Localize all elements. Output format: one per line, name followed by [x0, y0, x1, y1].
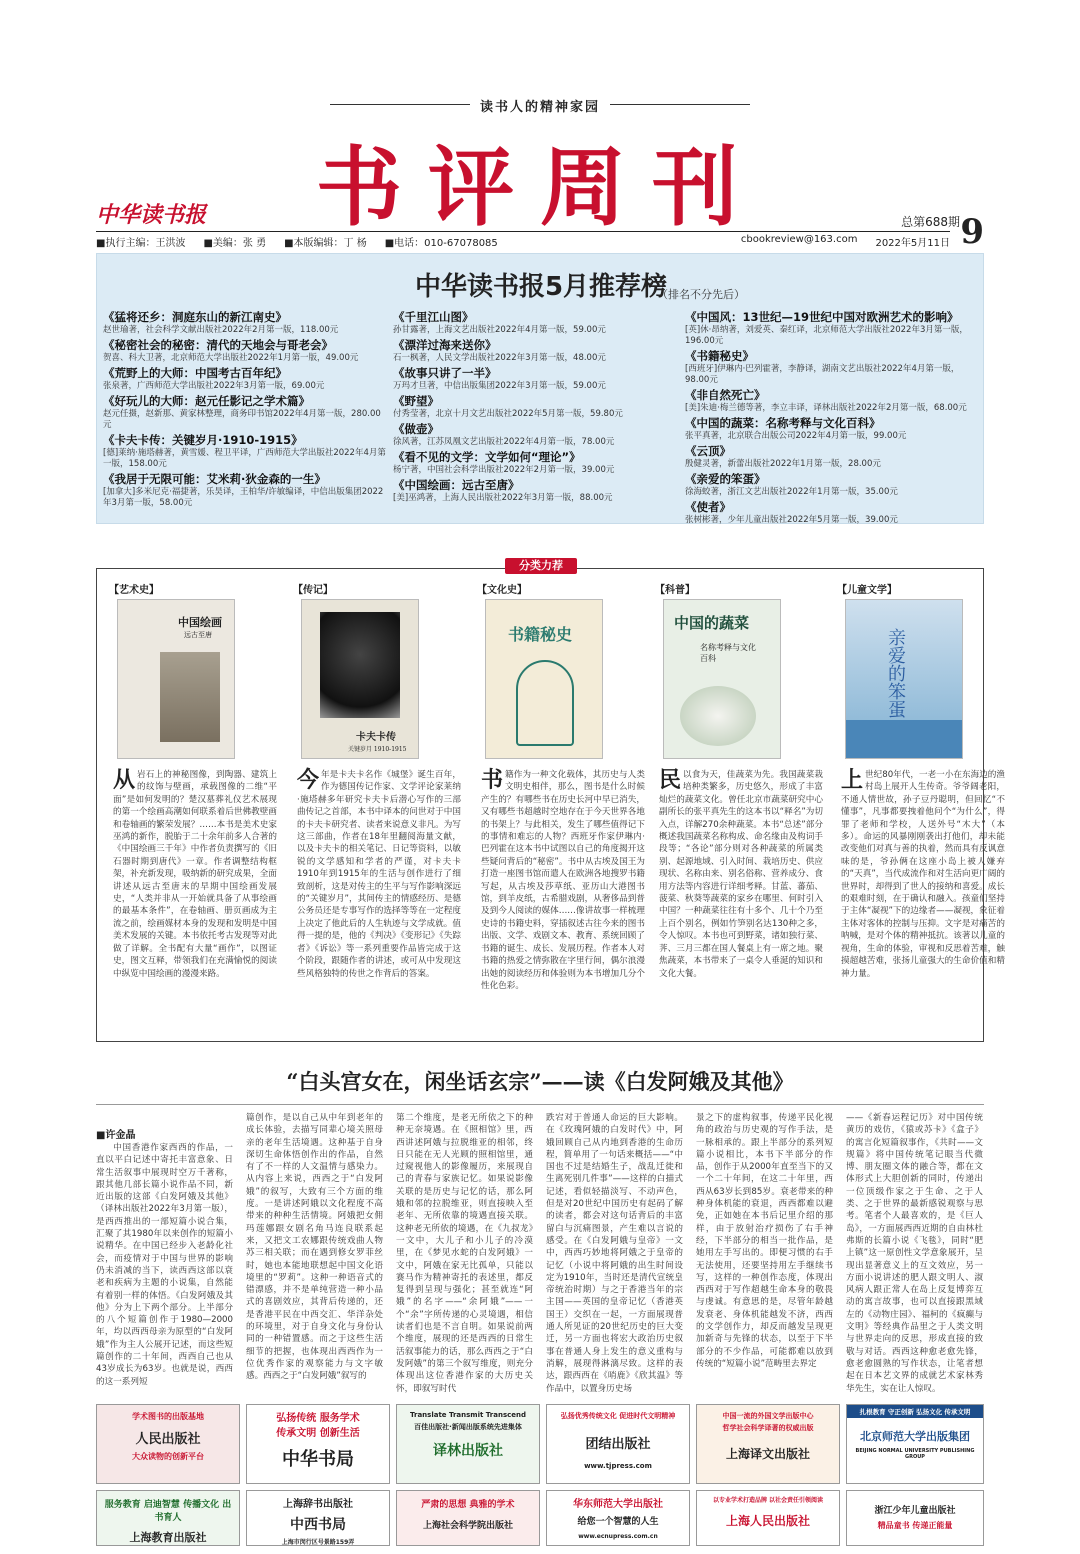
ad-bnu[interactable]: 扎根教育 守正创新 弘扬文化 传承文明 北京师范大学出版集团 BEIJING NORMAL UNIVERSITY PUBLISHING GROUP — [846, 1404, 984, 1484]
book-meta: 付秀莹著，北京十月文艺出版社2022年5月第一版，59.80元 — [393, 409, 623, 419]
book-title: 《漂洋过海来送你》 — [393, 338, 497, 352]
email: cbookreview@163.com — [740, 234, 858, 245]
ad-shsk[interactable]: 严肃的思想 典雅的学术 上海社会科学院出版社 — [396, 1490, 540, 1546]
ad-zhonghua[interactable]: 弘扬传统 服务学术 传承文明 创新生活 中华书局 — [246, 1404, 390, 1484]
book-meta: 石一枫著，人民文学出版社2022年3月第一版，48.00元 — [393, 353, 606, 363]
book-cover: 中国的蔬菜 名称考释与文化百科 — [663, 599, 781, 759]
article-author: ■许金晶 — [96, 1130, 136, 1141]
category-text: 从岩石上的神秘图像，到陶器、建筑上的纹饰与壁画，承载图像的二维“平面”是如何发明的？楚汉墓葬礼仪艺术展现的第一个绘画高潮如何联系着后世佛教壁画和卷轴画的繁荣发展？……本书是美术史家巫鸿的新作，脱胎于二十余年前多人合著的《中国绘画三千年》中作者负责撰写的《旧石器时期到唐代》一章。作者调整结构框架，补充新发现，吸纳新的研究成果，全面讲述从远古至唐末的早期中国绘画发展史，“人类并非从一开始就具备了从事绘画的最基本条件”，在卷轴画、册页画成为主流之前，绘画媒材本身的发现和发明是中国美术发展的关键。本书依托考古发现等对此做了详解。全书配有大量“画作”，以图证史，图文互释，带领我们在充满愉悦的阅读中纵览中国绘画的漫漫来路。 — [113, 767, 277, 979]
page-editor: ■本版编辑：丁 杨 — [284, 238, 367, 249]
ad-ecnu[interactable]: 华东师范大学出版社 给您一个智慧的人生 www.ecnupress.com.cn — [546, 1490, 690, 1546]
book-meta: 杨宁著，中国社会科学出版社2022年2月第一版，39.00元 — [393, 465, 615, 475]
book-meta: 徐风著，江苏凤凰文艺出版社2022年4月第一版，78.00元 — [393, 437, 615, 447]
book-title: 《猛将还乡：洞庭东山的新江南史》 — [103, 310, 287, 324]
category-text: 上世纪80年代，一老一小在东海边的渔村岛上展开人生传奇。爷爷阔老阳，不通人情世故，孙子豆丹聪明，但回忆“不懂事”，凡事都要拽着他问个“为什么”，得罪了老师和学校，人送外号“木大”（本多）。命运的风暴刚刚袭出打他们，却未能改变他们对真与善的执着，然而具有反讽意味的是，爷孙俩在这座小岛上被人嫌弃的“天真”，当代成流作和对生活向更广阔的世界时，却得到了世人的接纳和喜爱。成长的艰难时刻，在于确认和融入。孩童们坚持于主体“凝视”下的边缘者——凝视，象征着主体对客体的控制与压抑。文字是对痛苦的呐喊，是对个体的精神抵抗。该著以儿童的视角，生命的体验，审视和反思着苦难，触摸超越苦难，张扬儿童强大的生命价值和精神力量。 — [841, 767, 1005, 979]
book-title: 《秘密社会的秘密：清代的天地会与哥老会》 — [103, 338, 333, 352]
article-column: 中国香港作家西西的作品，一直以平白记述中寄托丰富意象、日常生活叙事中展现时空万千著称，跟其他几部长篇小说作品不同，新近出版的这部《白发阿娥及其他》（译林出版社2022年3月第一版），是西西推出的一部短篇小说合集，汇聚了其1980年以来创作的短篇小说精华。在中国已经步入老龄化社会，而疫情对于中国与世界的影响仍未消减的当下，读西西这部以衰老和疾病为主题的小说集，自然能有着别一样的体悟。《白发阿娥及其他》分为上下两个部分。上半部分的八个短篇创作于1980—2000年，均以西西母亲为原型的“白发阿娥”作为主人公展开记述，而这些短篇创作的二十年间，西西自己也从43岁成长为63岁。也就是说，西西的这一系列短 — [96, 1143, 233, 1387]
book-title: 《看不见的文学：文学如何“理论”》 — [393, 450, 581, 464]
book-title: 《我居于无限可能：艾米莉·狄金森的一生》 — [103, 472, 326, 486]
book-cover: 亲爱的笨蛋 — [845, 599, 963, 759]
category-cultural-history — [477, 581, 647, 991]
category-tag: 分类力荐 — [505, 558, 577, 574]
category-biography — [293, 581, 463, 979]
recommendation-column-1 — [103, 310, 387, 511]
recommendation-title: 中华读书报5月推荐榜 — [414, 272, 668, 302]
category-text: 民以食为天，佳蔬菜为先。我国蔬菜栽培种类繁多，历史悠久，形成了丰富灿烂的蔬菜文化。曾任北京市蔬菜研究中心副所长的张平真先生的这本书以“释名”为切入点，详解270余种蔬菜。本书“总述”部分概述我国蔬菜名称构成、命名缘由及构词手段等；“各论”部分则对各种蔬菜的所属类别、起源地域、引入时间、栽培历史、供应现状、名称由来、别名俗称、营养成分、食用方法等内容进行详细考释。甘蓝、蕃茄、菠菜、秋葵等蔬菜的家乡在哪里、何时引入中国？一种蔬菜往往有十多个、几十个乃至上百个别名，例如竹笋别名达130种之多，令人惊叹。本书也可到野菜，诸如独行菜、荠、三月三都在国人餐桌上有一席之地。聚焦蔬菜，本书带来了一桌令人垂涎的知识和文化大餐。 — [659, 767, 823, 979]
book-meta: [西班牙]伊琳内·巴列霍著，李静译，湖南文艺出版社2022年4月第一版，98.00元 — [685, 364, 960, 385]
book-title: 《好玩儿的大师：赵元任影记之学术篇》 — [103, 394, 310, 408]
ad-tuanjie[interactable]: 弘扬优秀传统文化 促进时代文明精神 团结出版社 www.tjpress.com — [546, 1404, 690, 1484]
book-meta: [加拿大]多米尼克·福捷著，乐昊译，王柏华/许敏编译，中信出版集团2022年3月第一版，58.00元 — [103, 487, 384, 508]
ad-shanghai-jiaoyu[interactable]: 服务教育 启迪智慧 传播文化 出书育人 上海教育出版社 — [96, 1490, 240, 1546]
category-label: 【文化史】 — [477, 585, 527, 596]
book-meta: [美]巫鸿著，上海人民出版社2022年3月第一版，88.00元 — [393, 493, 613, 503]
art-editor: ■美编：张 勇 — [203, 238, 267, 249]
ad-shanghai-yiwen[interactable]: 中国一流的外国文学出版中心 哲学社会科学译著的权威出版 上海译文出版社 — [696, 1404, 840, 1484]
page-number: 9 — [960, 212, 984, 252]
book-meta: 万玛才旦著，中信出版集团2022年3月第一版，59.00元 — [393, 381, 606, 391]
book-title: 《千里江山图》 — [393, 310, 474, 324]
category-art-history — [109, 581, 279, 979]
book-meta: 徐海蛟著，浙江文艺出版社2022年1月第一版，35.00元 — [685, 487, 898, 497]
ad-yilin[interactable]: Translate Transmit Transcend 百佳出版社·新闻出版系统先进集体 译林出版社 — [396, 1404, 540, 1484]
ad-cishu-zhongxi[interactable]: 上海辞书出版社 中西书局 上海市闵行区号景路159弄 — [246, 1490, 390, 1546]
book-title: 《做壶》 — [393, 422, 439, 436]
book-meta: 赵世瑜著，社会科学文献出版社2022年2月第一版，118.00元 — [103, 325, 339, 335]
article-rule — [96, 1104, 984, 1105]
book-meta: 张树彬著，少年儿童出版社2022年5月第一版，39.00元 — [685, 515, 898, 525]
article-column: 第二个维度，是老无所依之下的种种无奈境遇。在《照相馆》里，西西讲述阿娥与拉脱维亚的相邻，终日只能在无人光顾的照相馆里，通过窥视他人的影像履历，来展现自己的青春与家族记忆。如果说影像关联的是历史与记忆的话，那么阿娥和邻的拉脱维亚，则直接映入至老年、无所依靠的境遇直接关联。这种老无所依的境遇，在《九叔龙》一文中，大儿子和小儿子的冷漠里，在《梦见水蛇的白发阿娥》一文中，阿娥在家无比孤单，只能以赛马作为精神寄托的表述里，都反复得到呈现与强化；甚至就连“阿娥”的名字——“余阿娥”——一个“余”字所传递的心灵境遇，相信读者们也是不言自明。如果说前两个维度，展现的还是西西的日常生活叙事能力的话，那么西西之于“白发阿娥”的第三个叙写维度，则充分体现出这位香港作家的大历史关怀，即叙写时代 — [396, 1113, 533, 1394]
category-label: 【艺术史】 — [109, 585, 159, 596]
book-meta: 贺喜、科大卫著，北京师范大学出版社2022年1月第一版，49.00元 — [103, 353, 359, 363]
ad-zhejiang-children[interactable]: 浙江少年儿童出版社 精品童书 传递正能量 — [846, 1490, 984, 1546]
info-bar — [96, 231, 950, 249]
book-meta: [德]莱纳·施塔赫著，黄雪媛、程卫平译，广西师范大学出版社2022年4月第一版，158.00元 — [103, 448, 386, 469]
category-label: 【科普】 — [655, 585, 695, 596]
slogan: 读书人的精神家园 — [479, 100, 600, 115]
recommendation-column-2 — [393, 310, 679, 506]
slogan-rule-right — [610, 104, 750, 105]
book-title: 《使者》 — [685, 500, 731, 514]
book-title: 《中国的蔬菜：名称考释与文化百科》 — [685, 416, 881, 430]
article-column: 景之下的虚构叙事，传递平民化视角的政治与历史观的写作手法，是一脉相承的。跟上半部分的系列短篇小说相比，本书下半部分的作品，创作于从2000年直至当下的又一个二十年间，在这二十年里，西西从63岁长到85岁。衰老带来的种种身体机能的衰退，西西都难以避免，正如她在本书后记里介绍的那样，由于放射治疗损伤了右手神经，下半部分的相当一批作品，是她用左手写出的。即便习惯的右手无法使用，还要坚持用左手继续书写，这样的一种创作态度，体现出西西对于写作超越生命本身的敬畏与虔诚。有意思的是，尽管年龄越发衰老、身体机能越发不济，西西的文学创作力，却反而越发呈现更加新奇与先锋的状态，以至于下半部分的不少作品，可能都难以放到传统的“短篇小说”范畴里去界定 — [696, 1113, 833, 1369]
category-label: 【儿童文学】 — [837, 585, 897, 596]
book-cover: 中国绘画 远古至唐 — [117, 599, 235, 759]
book-title: 《亲爱的笨蛋》 — [685, 472, 766, 486]
book-cover: 卡夫卡传 关键岁月 1910-1915 — [301, 599, 419, 759]
book-meta: 张平真著，北京联合出版公司2022年4月第一版，99.00元 — [685, 431, 907, 441]
book-cover: 书籍秘史 — [485, 599, 603, 759]
issue-number: 总第688期 — [901, 215, 960, 229]
category-label: 【传记】 — [293, 585, 333, 596]
book-meta: 张泉著，广西师范大学出版社2022年3月第一版，69.00元 — [103, 381, 325, 391]
book-title: 《卡夫卡传：关键岁月·1910-1915》 — [103, 433, 303, 447]
book-meta: 赵元任摄，赵新那、黄家林整理，商务印书馆2022年4月第一版，280.00元 — [103, 409, 381, 430]
category-box — [96, 568, 1005, 1042]
article-column: 跌宕对于普通人命运的巨大影响。在《玫瑰阿娥的白发时代》中，阿娥回顾自己从内地到香港的生命历程，简单用了一句话来概括——“中国也不过是结婚生子，战乱迁徙和生离死别几件事”——这样的白描式记述，看似轻描淡写、不动声色，但是对20世纪中国历史有起码了解的读者，都会对这句话背后的丰富留白与沉痛图景，产生难以言说的感受。在《白发阿娥与皇帝》一文中，西西巧妙地将阿娥之于皇帝的记忆（小说中将阿娥的出生时间设定为1910年，当时还是清代宣统皇帝统治时期）与之于香港当年的宗主国——英国的皇帝记忆（香港英国王）交织在一起，一方面展现普通人所见证的20世纪历史的巨大变迁，另一方面也将宏大政治历史叙事在普通人身上发生的意义重构与消解，展现得淋漓尽致。这样的表达，跟西西在《哨鹿》《欣其温》等作品中，以置身历史场 — [546, 1113, 683, 1394]
category-science — [655, 581, 825, 979]
book-meta: [美]朱迪·梅兰德等著，李立丰译，译林出版社2022年2月第一版，68.00元 — [685, 403, 967, 413]
recommendation-column-3 — [685, 310, 981, 528]
book-title: 《故事只讲了一半》 — [393, 366, 497, 380]
ad-shanghai-renmin[interactable]: 以专业学术打造品牌 以社会责任引领阅读 上海人民出版社 — [696, 1490, 840, 1546]
book-title: 《云顶》 — [685, 444, 731, 458]
recommendation-note: （排名不分先后） — [657, 288, 745, 301]
recommendation-box — [96, 253, 984, 524]
category-text: 书籍作为一种文化载体，其历史与人类文明史相伴，那么，图书是什么时候产生的？有哪些书在历史长河中早已消失，又有哪些书超越时空地存在于今天世界各地的书架上？与此相关，发生了哪些值得记下的事情和难忘的人物？西班牙作家伊琳内·巴列霍在这本书中试图以自己的角度揭开这些疑问背后的“秘密”。书中从古埃及国王为打造一座图书馆而遣人在欧洲各地搜罗书籍写起，从古埃及莎草纸、亚历山大港图书馆，到羊皮纸，古希腊戏剧，从奢侈品到普及到今人阅读的媒体……像讲故事一样梳理史诗的书籍史料，穿插叙述古往今来的图书出版、文学、戏剧文本、教育、系统回顾了书籍的诞生、成长、发展历程。作者本人对书籍的热爱之情弥散在字里行间，偶尔浪漫出她的阅读经历和体验则为本书增加几分个性化色彩。 — [481, 767, 645, 991]
book-title: 《中国风：13世纪—19世纪中国对欧洲艺术的影响》 — [685, 310, 959, 324]
book-title: 《中国绘画：远古至唐》 — [393, 478, 520, 492]
book-title: 《荒野上的大师：中国考古百年纪》 — [103, 366, 287, 380]
article-title: “白头宫女在，闲坐话玄宗”——读《白发阿娥及其他》 — [286, 1069, 794, 1094]
book-meta: [英]休·昂纳著，刘爱英、秦红译，北京师范大学出版社2022年3月第一版，196.00元 — [685, 325, 968, 346]
paper-logo: 中华读书报 — [96, 202, 207, 228]
article-column: 篇创作，是以自己从中年到老年的成长体验，去描写同辈心境关照母亲的老年生活境遇。这种基于自身深切生命体悟创作出的作品，自然有了不一样的人文温情与感染力。从内容上来说，西西之于“白发阿娥”的叙写，大致有三个方面的维度。一是讲述阿娥以文化程度不高带来的种种生活情境。阿娥把女佣玛莲娜跟女剧名角马连良联系起来，又把文工农娜跟传统戏曲人物苏三相关联；而在遇到修女罗菲丝时，她也本能地联想起中国文化语境里的“罗莉”。这种一种语音式的错漂感，并不是单纯营造一种小品式的喜剧效应，其背后传递的，还是香港平民在中西交汇、华洋杂处的环境里，对于自身文化与身份认同的一种错置感。而之于这些生活细节的把握，也体现出西西作为一位优秀作家的观察能力与文字敏感。西西之于“白发阿娥”叙写的 — [246, 1113, 383, 1382]
category-children — [837, 581, 1007, 979]
phone: ■电话：010-67078085 — [384, 238, 498, 249]
page-title: 书评周刊 — [316, 137, 764, 238]
book-title: 《书籍秘史》 — [685, 349, 754, 363]
category-text: 今年是卡夫卡名作《城堡》诞生百年，作为德国传记作家、文学评论家莱纳·施塔赫多年研究卡夫卡后潜心写作的三部曲传记之首部，本书中译本的问世对于中国的卡夫卡研究者、读者来说意义非凡。为写这三部曲，作者在18年里翻阅海量文献，以及卡夫卡的相关笔记、日记等资料，以敏锐的文学感知和学者的严谨，对卡夫卡1910年到1915年的生活与创作进行了细致剖析，这是对传主的生平与写作影响深远的“关键岁月”，其间传主的情感经历、是德公务员还是专事写作的选择等等在一定程度上决定了他此后的人生轨迹与文学成就。值得一提的是，他的《判决》《变形记》《失踪者》《诉讼》等一系列重要作品皆完成于这个阶段，跟随作者的讲述，或可从中发现这些风格独特的传世之作背后的答案。 — [297, 767, 461, 979]
book-meta: 殷健灵著，新蕾出版社2022年1月第一版，28.00元 — [685, 459, 881, 469]
book-title: 《非自然死亡》 — [685, 388, 766, 402]
ad-renmin[interactable]: 学术图书的出版基地 人民出版社 大众读物的创新平台 — [96, 1404, 240, 1484]
book-title: 《野望》 — [393, 394, 439, 408]
book-meta: 孙甘露著，上海文艺出版社2022年4月第一版，59.00元 — [393, 325, 606, 335]
date: 2022年5月11日 — [875, 238, 950, 249]
editor: ■执行主编：王洪波 — [96, 238, 186, 249]
article-column: ——《新春运程记历》对中国传统黄历的戏仿，《猿或苏卡》《盒子》的寓言化短篇叙事作，《共时——文规篇》将中国传统笔记眼当代微博、朋友圈文体的融合等，都在文体形式上大胆创新的同时，传递出一位顶级作家之于生命、之于人类、之于世界的最新感锐观察与思考。笔者个人最喜欢的，是《巨人岛》，一方面展西西近期的自由林杜弗斯的长篇小说《飞毯》，同时“肥上镇”这一原创性文学意象展开，呈现出显著意义上的互文效应，另一方面小说讲述的肥人跟文明人、淑风病人跟正常人在岛上反复博弈互动的寓言故事，也可以直接跟黑域左的《动物庄园》、福柯的《疯癫与文明》等经典作品里之于人类文明与世界走向的反思，形成直接的致敬与对话。西西这种愈老愈先锋，愈老愈圆熟的写作状态，让笔者想起在日本艺文界的成就艺术家林秀华先生，实在让人惊叹。 — [846, 1113, 983, 1394]
